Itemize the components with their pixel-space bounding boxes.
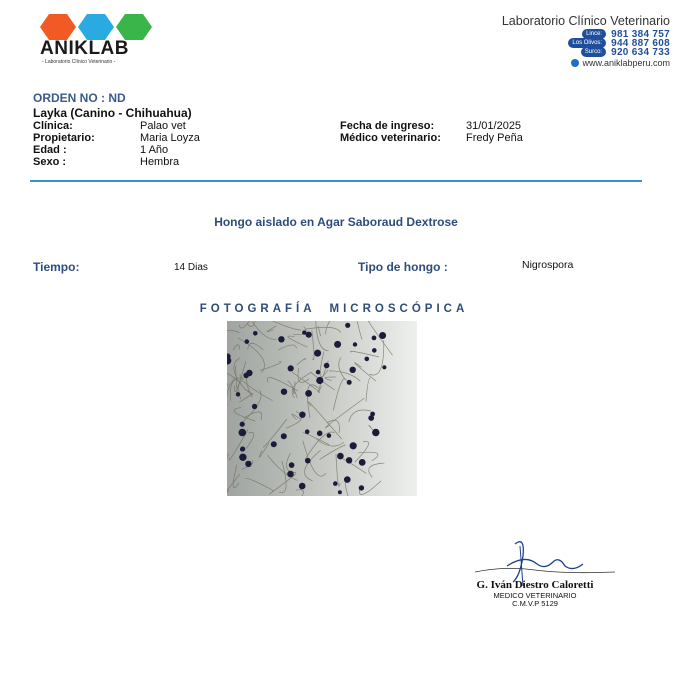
fungus-type-value: Nigrospora [522, 259, 574, 271]
vet-value: Fredy Peña [466, 132, 523, 144]
spore-dot [372, 336, 377, 341]
blue-hexagon-icon [78, 14, 114, 40]
website-row [571, 58, 670, 68]
brand-tagline: - Laboratorio Clínico Veterinario - [42, 59, 116, 65]
spore-dot [359, 459, 366, 466]
website-link[interactable]: www.aniklabperu.com [582, 58, 670, 68]
spore-dot [337, 453, 344, 460]
signer-title: MEDICO VETERINARIO [493, 591, 577, 600]
spore-dot [314, 350, 321, 357]
spore-dot [302, 330, 306, 334]
spore-dot [245, 461, 251, 467]
spore-dot [289, 462, 295, 468]
spore-dot [236, 392, 240, 396]
sex-value: Hembra [140, 156, 180, 168]
spore-dot [316, 377, 323, 384]
spore-dot [317, 431, 323, 437]
age-label: Edad : [33, 144, 67, 156]
spore-dot [271, 441, 277, 447]
date-value: 31/01/2025 [466, 120, 522, 132]
spore-dot [239, 429, 247, 437]
phone-row-surco [581, 47, 670, 57]
spore-dot [372, 429, 379, 436]
time-label: Tiempo: [33, 260, 80, 274]
spore-dot [365, 357, 370, 362]
orange-hexagon-icon [40, 14, 76, 40]
spore-dot [334, 341, 341, 348]
spore-dot [324, 363, 330, 369]
spore-dot [239, 454, 246, 461]
vet-label: Médico veterinario: [340, 132, 441, 144]
section-divider [30, 180, 642, 182]
spore-dot [253, 331, 258, 336]
spore-dot [353, 342, 357, 346]
spore-dot [316, 370, 321, 375]
sex-label: Sexo : [33, 156, 67, 168]
phone-number: 981 384 757 [611, 28, 670, 40]
spore-dot [299, 412, 305, 418]
spore-dot [368, 415, 374, 421]
spore-dot [347, 380, 352, 385]
date-label: Fecha de ingreso: [340, 120, 435, 132]
owner-value: Maria Loyza [140, 132, 200, 144]
spore-dot [305, 458, 311, 464]
age-value: 1 Año [140, 144, 169, 156]
spore-dot [346, 457, 352, 463]
spore-dot [333, 481, 338, 486]
spore-dot [281, 389, 287, 395]
spore-dot [350, 442, 357, 449]
spore-dot [246, 370, 252, 376]
owner-label: Propietario: [33, 132, 95, 144]
spore-dot [305, 390, 312, 397]
globe-icon [571, 59, 579, 67]
spore-dot [338, 490, 342, 494]
spore-dot [345, 323, 350, 328]
location-badge: Los Olivos: [568, 38, 606, 48]
spore-dot [299, 483, 306, 490]
spore-dot [382, 365, 386, 369]
phone-number: 944 887 608 [611, 37, 670, 49]
spore-dot [252, 404, 257, 409]
spore-dot [245, 339, 250, 344]
fungus-type-label: Tipo de hongo : [358, 260, 448, 274]
clinic-value: Palao vet [140, 120, 186, 132]
signer-license: C.M.V.P 5129 [512, 599, 558, 608]
culture-title: Hongo aislado en Agar Saboraud Dextrose [214, 215, 458, 229]
lab-name: Laboratorio Clínico Veterinario [501, 14, 670, 28]
spore-dot [278, 336, 284, 342]
signer-name: G. Iván Diestro Caloretti [476, 579, 594, 591]
spore-dot [379, 332, 386, 339]
spore-dot [281, 433, 287, 439]
aniklab-logo [36, 14, 156, 68]
photo-title: FOTOGRAFÍA MICROSCÓPICA [199, 303, 469, 315]
spore-dot [287, 471, 294, 478]
location-badge: Surco: [581, 47, 606, 57]
brand-name: ANIKLAB [40, 38, 129, 59]
spore-dot [306, 332, 312, 338]
microscopic-photo [227, 321, 417, 496]
spore-dot [359, 485, 364, 490]
spore-dot [240, 422, 245, 427]
order-number: ORDEN NO : ND [33, 91, 126, 105]
clinic-label: Clínica: [33, 120, 73, 132]
green-hexagon-icon [116, 14, 152, 40]
spore-dot [344, 476, 351, 483]
spore-dot [305, 429, 310, 434]
spore-dot [288, 365, 294, 371]
patient-name: Layka (Canino - Chihuahua) [33, 106, 192, 120]
location-badge: Lince: [582, 29, 606, 39]
phone-number: 920 634 733 [611, 46, 670, 58]
spore-dot [240, 447, 245, 452]
time-value: 14 Dias [174, 262, 208, 273]
signature-block [465, 536, 625, 616]
spore-dot [372, 348, 377, 353]
spore-dot [350, 367, 356, 373]
spore-dot [327, 433, 332, 438]
